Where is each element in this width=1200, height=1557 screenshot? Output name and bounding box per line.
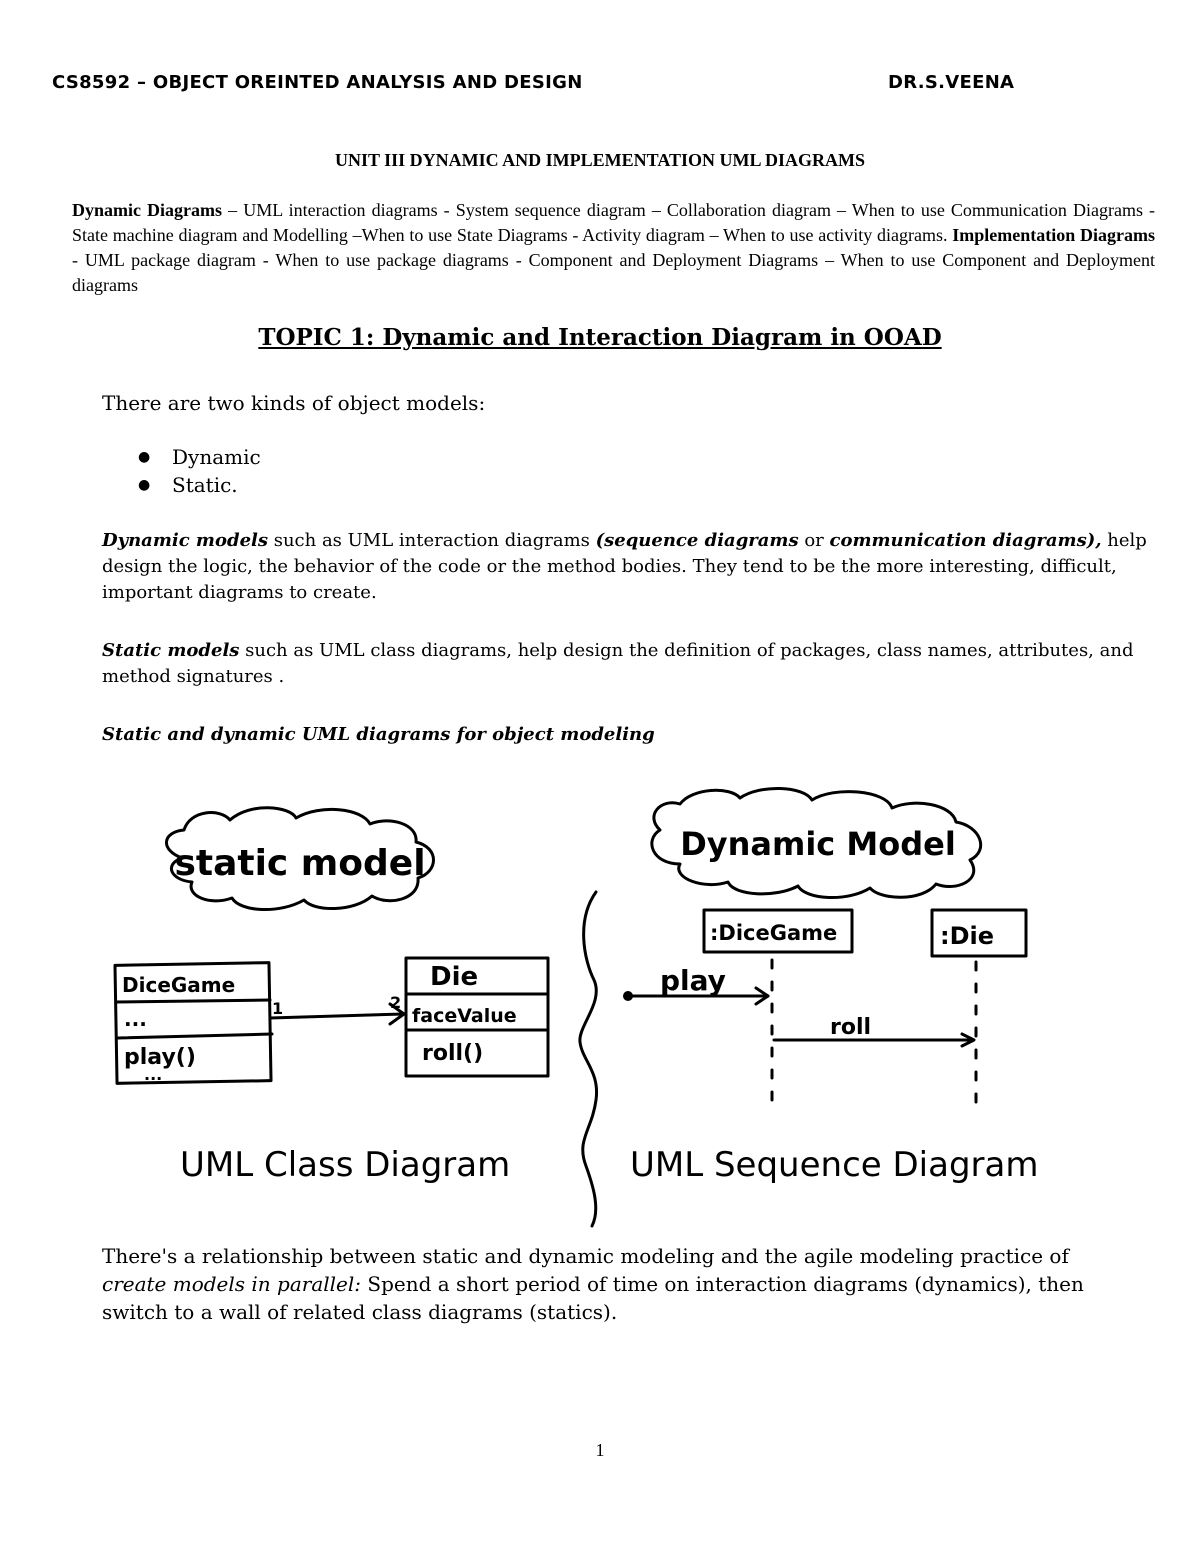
class-dicegame-divider-2 xyxy=(118,1034,272,1038)
list-item-label: Dynamic xyxy=(172,445,261,469)
course-title: CS8592 – OBJECT OREINTED ANALYSIS AND DESIGN xyxy=(52,72,583,93)
roll-message-label: roll xyxy=(830,1015,872,1040)
syllabus-impl-text: - UML package diagram - When to use package diagrams - Component and Deployment Diagrams – When to use Component and Deployment diagrams xyxy=(72,250,1155,295)
sequence-diagram-caption: UML Sequence Diagram xyxy=(630,1145,1039,1185)
play-message-label: play xyxy=(660,964,726,997)
list-item-label: Static. xyxy=(172,473,238,497)
closing-text-1: There's a relationship between static and dynamic modeling and the agile modeling practice of xyxy=(102,1244,1069,1268)
class-dicegame-name: DiceGame xyxy=(122,973,236,997)
syllabus-dynamic-label: Dynamic Diagrams xyxy=(72,200,223,220)
dynamic-cloud-label: Dynamic Model xyxy=(680,825,956,863)
syllabus-impl-label: Implementation Diagrams xyxy=(952,225,1156,245)
class-die-name: Die xyxy=(430,962,479,992)
figure-heading: Static and dynamic UML diagrams for object modeling xyxy=(102,724,655,745)
static-cloud-label: static model xyxy=(174,843,426,884)
list-item xyxy=(138,471,261,499)
page-number: 1 xyxy=(595,1440,605,1460)
unit-title: UNIT III DYNAMIC AND IMPLEMENTATION UML DIAGRAMS xyxy=(334,150,866,170)
intro-text: There are two kinds of object models: xyxy=(102,391,486,415)
class-dicegame-attr: ... xyxy=(124,1007,147,1031)
lifeline-die-label: :Die xyxy=(940,922,995,950)
syllabus-dynamic-text: – UML interaction diagrams - System sequence diagram – Collaboration diagram – When to use Communication Diagrams - State machine diagram and Modelling –When to use State Diagrams - Activity diagram – When to use activity diagrams. xyxy=(72,200,1156,245)
separator-brace xyxy=(580,892,597,1226)
communication-diagrams-term: communication diagrams), xyxy=(829,530,1102,551)
bullet-icon: ● xyxy=(138,449,151,465)
dynamic-text-2: or xyxy=(798,530,830,551)
association-line xyxy=(270,1014,404,1018)
dynamic-text-1: such as UML interaction diagrams xyxy=(268,530,596,551)
dynamic-models-lead: Dynamic models xyxy=(102,530,268,551)
class-die-op: roll() xyxy=(422,1041,484,1066)
class-die-attr: faceValue xyxy=(412,1005,517,1027)
multiplicity-dicegame: 1 xyxy=(272,999,284,1018)
model-kinds-list xyxy=(138,443,261,499)
syllabus-paragraph xyxy=(72,198,1155,298)
bullet-icon: ● xyxy=(138,477,151,493)
closing-text-2: Spend a short period of time on interaction diagrams (dynamics), then switch to a wall of related class diagrams (statics). xyxy=(102,1272,1084,1324)
lifeline-dicegame-label: :DiceGame xyxy=(710,921,838,945)
dynamic-models-paragraph xyxy=(102,528,1152,606)
play-found-message-dot xyxy=(623,991,633,1001)
static-models-lead: Static models xyxy=(102,640,240,661)
author-name: DR.S.VEENA xyxy=(888,72,1015,93)
dynamic-text-3: help design the logic, the behavior of the code or the method bodies. They tend to be the more interesting, difficult, important diagrams to create. xyxy=(102,530,1147,603)
static-models-paragraph xyxy=(102,638,1152,690)
list-item xyxy=(138,443,261,471)
uml-figure xyxy=(100,780,1100,1240)
topic-title: TOPIC 1: Dynamic and Interaction Diagram in OOAD xyxy=(258,324,942,351)
sequence-diagrams-term: (sequence diagrams xyxy=(595,530,799,551)
closing-paragraph xyxy=(102,1242,1102,1326)
class-dicegame-divider-1 xyxy=(116,1000,270,1002)
multiplicity-die: 2 xyxy=(390,993,402,1012)
class-dicegame-op-more: ... xyxy=(144,1065,163,1084)
class-dicegame-op: play() xyxy=(124,1045,196,1070)
closing-emphasis: create models in parallel: xyxy=(102,1272,362,1296)
static-text: such as UML class diagrams, help design the definition of packages, class names, attributes, and method signatures . xyxy=(102,640,1134,687)
class-diagram-caption: UML Class Diagram xyxy=(180,1145,511,1185)
